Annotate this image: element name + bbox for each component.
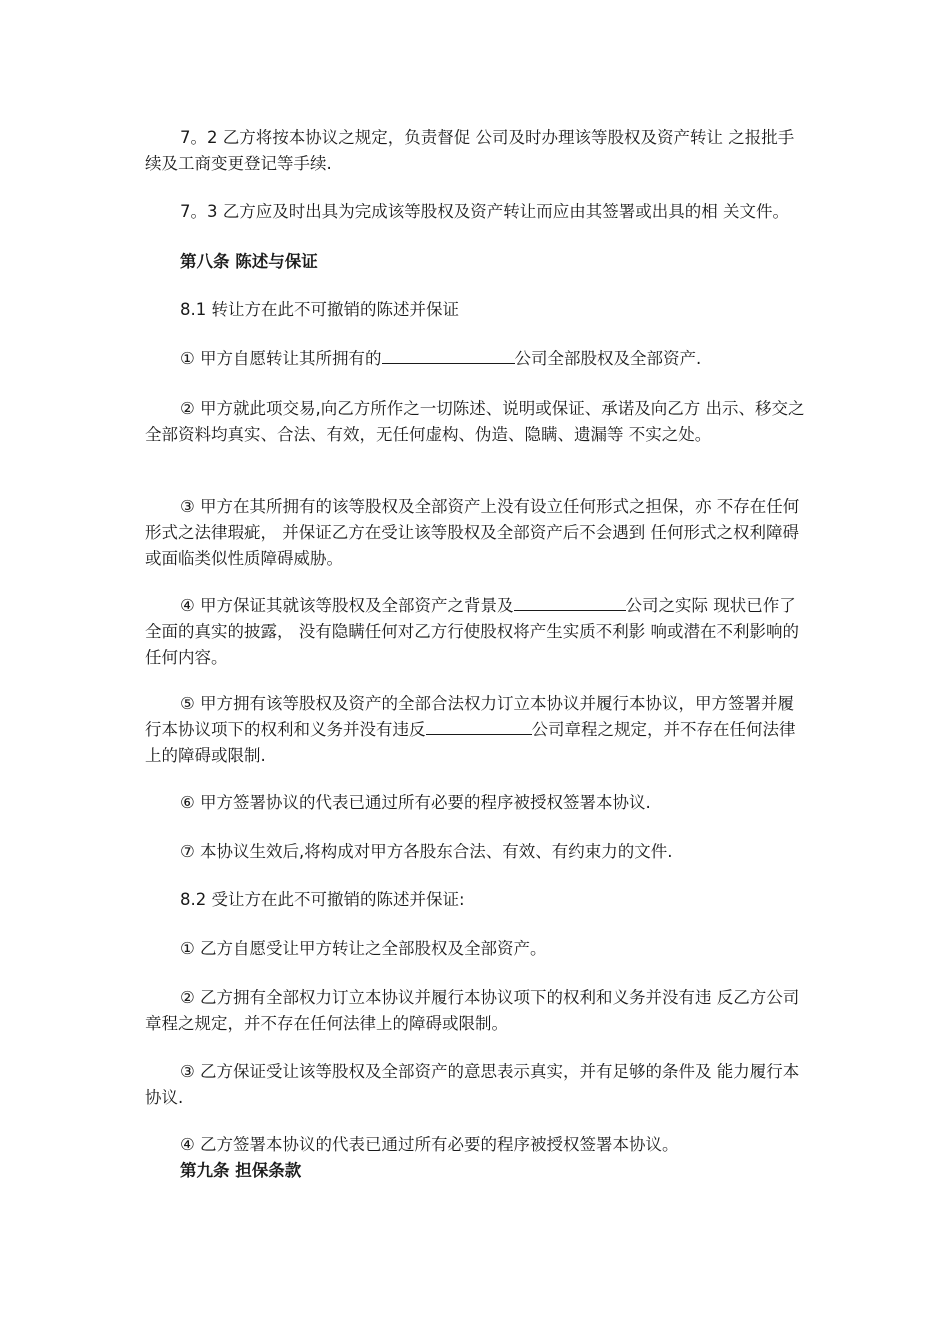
clause-8-2-item-3: ③ 乙方保证受让该等股权及全部资产的意思表示真实，并有足够的条件及 能力履行本协议.: [145, 1062, 800, 1107]
clause-8-1-item-7: ⑦ 本协议生效后,将构成对甲方各股东合法、有效、有约束力的文件.: [180, 842, 673, 861]
clause-8-1-item-5-text-a: ⑤ 甲方拥有该等股权及资产的全部合法权力订立本协议并履行本协议，甲方签署并履行本协议项下的权利和义务并没有违反: [145, 694, 795, 739]
clause-8-2-item-1: ① 乙方自愿受让甲方转让之全部股权及全部资产。: [180, 939, 547, 958]
clause-8-2-item-2: ② 乙方拥有全部权力订立本协议并履行本协议项下的权利和义务并没有违 反乙方公司章程之规定，并不存在任何法律上的障碍或限制。: [145, 988, 800, 1033]
clause-8-2: 8.2 受让方在此不可撤销的陈述并保证:: [180, 890, 465, 909]
clause-8-1-item-1-text-a: ① 甲方自愿转让其所拥有的: [180, 349, 382, 368]
fill-blank-company-name: [514, 594, 626, 611]
clause-8-1-item-4-text-a: ④ 甲方保证其就该等股权及全部资产之背景及: [180, 596, 514, 615]
clause-8-1-item-5: [145, 691, 810, 769]
clause-7-3: 7。3 乙方应及时出具为完成该等股权及资产转让而应由其签署或出具的相 关文件。: [180, 202, 789, 221]
clause-8-1-item-1-text-b: 公司全部股权及全部资产.: [514, 349, 702, 368]
clause-8-1-item-2: ② 甲方就此项交易,向乙方所作之一切陈述、说明或保证、承诺及向乙方 出示、移交之全部资料均真实、合法、有效，无任何虚构、伪造、隐瞒、遗漏等 不实之处。: [145, 399, 805, 444]
clause-8-1-item-6: ⑥ 甲方签署协议的代表已通过所有必要的程序被授权签署本协议.: [180, 793, 651, 812]
clause-8-1-item-5-text-b: 公司章程之规定，并不存在任何法律上的障碍或限制.: [145, 720, 796, 765]
clause-8-1: 8.1 转让方在此不可撤销的陈述并保证: [180, 300, 459, 319]
clause-8-1-item-1: [145, 346, 810, 372]
clause-8-1-item-4: [145, 593, 810, 671]
fill-blank-company-name: [426, 718, 532, 735]
clause-8-2-item-4: ④ 乙方签署本协议的代表已通过所有必要的程序被授权签署本协议。: [180, 1135, 679, 1154]
clause-8-1-item-3: ③ 甲方在其所拥有的该等股权及全部资产上没有设立任何形式之担保，亦 不存在任何形式之法律瑕疵， 并保证乙方在受让该等股权及全部资产后不会遇到 任何形式之权利障碍或面临类似性质障碍威胁。: [145, 497, 800, 568]
fill-blank-company-name: [382, 347, 515, 364]
clause-8-1-item-4-text-b: 公司之实际 现状已作了全面的真实的披露， 没有隐瞒任何对乙方行使股权将产生实质不利影 响或潜在不利影响的任何内容。: [145, 596, 799, 667]
clause-7-2: 7。2 乙方将按本协议之规定，负责督促 公司及时办理该等股权及资产转让 之报批手续及工商变更登记等手续.: [145, 128, 795, 173]
article-9-heading: 第九条 担保条款: [180, 1161, 302, 1180]
article-8-heading: 第八条 陈述与保证: [180, 252, 318, 271]
